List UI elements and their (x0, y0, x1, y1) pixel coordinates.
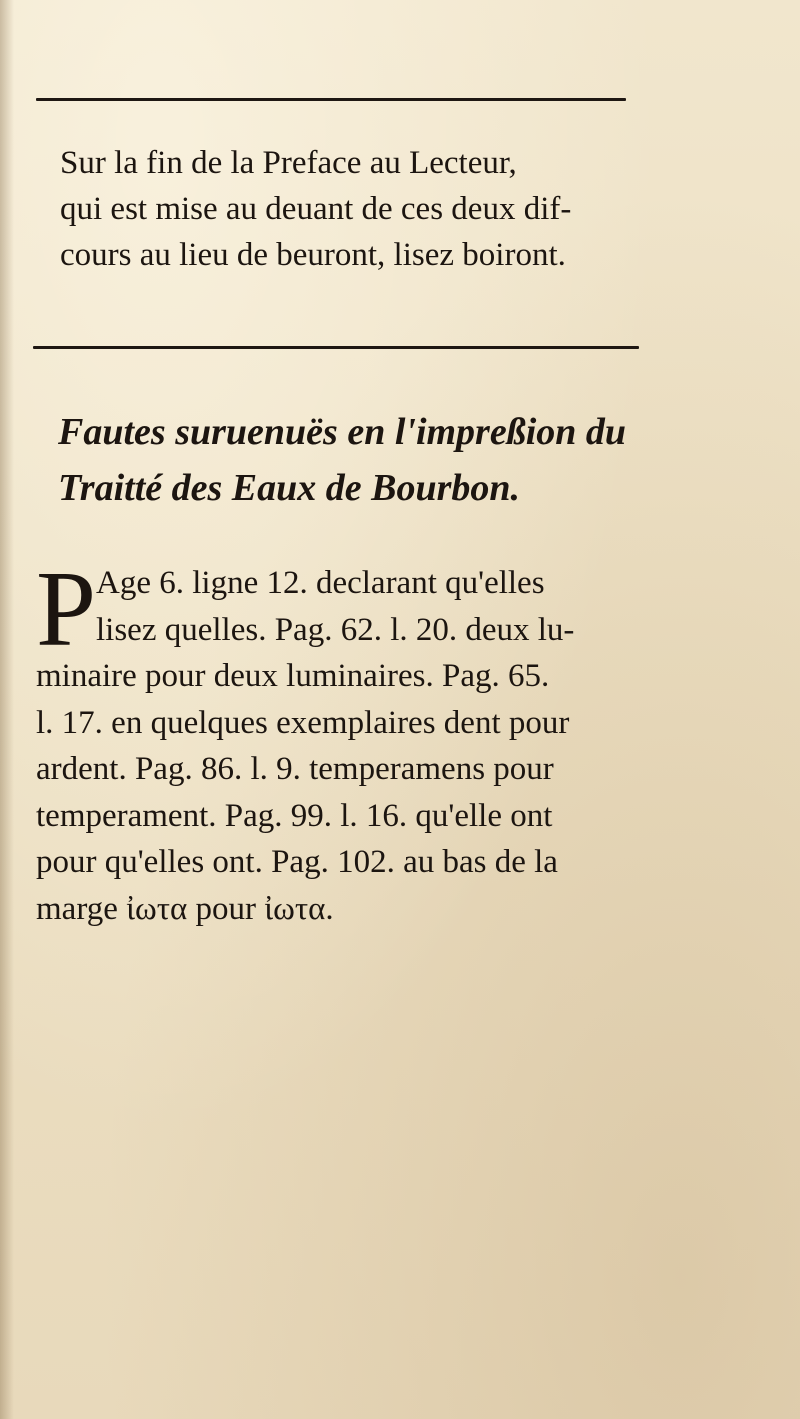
errata-line: ardent. Pag. 86. l. 9. temperamens pour (36, 751, 554, 787)
errata-heading (58, 404, 658, 516)
errata-line: temperament. Pag. 99. l. 16. qu'elle ont (36, 797, 553, 834)
top-rule (36, 98, 626, 101)
errata-line: Age 6. ligne 12. declarant qu'elles (96, 565, 545, 601)
heading-line: Traitté des Eaux de Bourbon. (58, 467, 521, 509)
page-gutter-shadow (0, 0, 14, 1419)
errata-line: pour qu'elles ont. Pag. 102. au bas de la (36, 844, 558, 880)
errata-line: minaire pour deux luminaires. Pag. 65. (36, 658, 550, 694)
note-line: cours au lieu de beuront, lisez boiront. (60, 237, 566, 273)
heading-line: Fautes suruenuës en l'impreßion du (58, 411, 627, 453)
errata-line: l. 17. en quelques exemplaires dent pour (36, 704, 570, 741)
errata-line: marge ἰωτα pour ἰωτα. (36, 890, 334, 927)
note-line: qui est mise au deuant de ces deux dif- (60, 191, 572, 227)
note-line: Sur la fin de la Preface au Lecteur, (60, 145, 517, 181)
errata-line: lisez quelles. Pag. 62. l. 20. deux lu- (96, 611, 575, 648)
section-rule (33, 346, 639, 349)
preface-correction-note (60, 140, 660, 278)
drop-cap: P (36, 550, 97, 669)
errata-list (36, 550, 676, 932)
